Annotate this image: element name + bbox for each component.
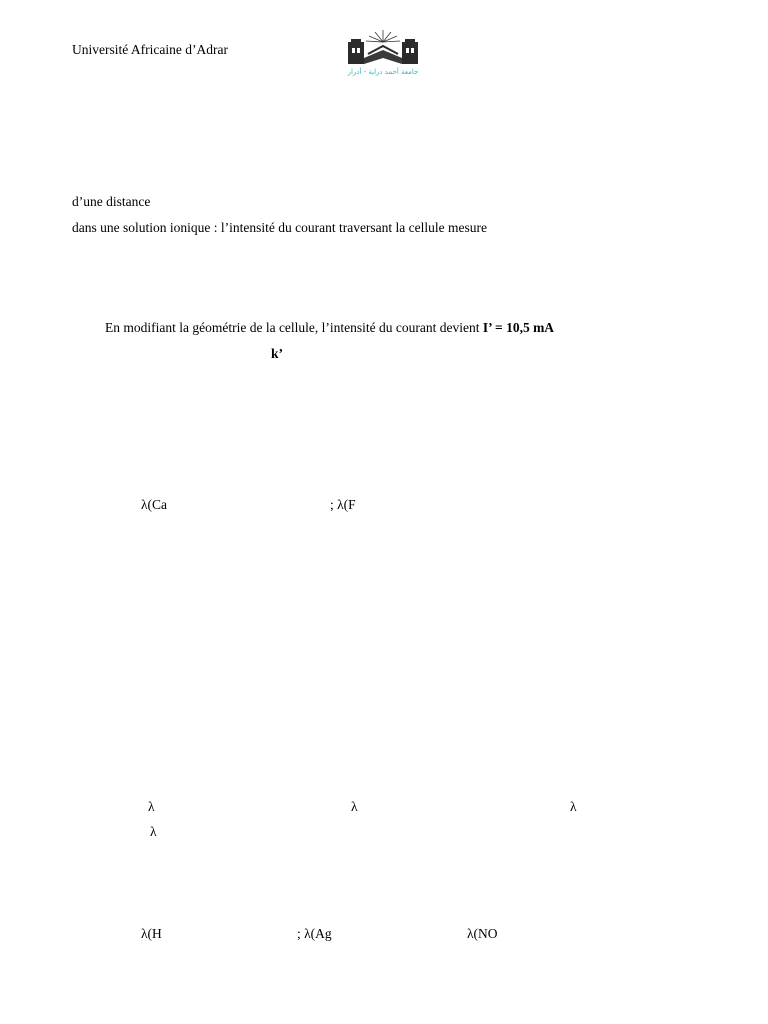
- lambda-ca: λ(Ca: [141, 497, 168, 512]
- university-header: Université Africaine d’Adrar: [72, 42, 228, 57]
- lambda-symbol-3: λ: [570, 799, 577, 814]
- lambda-symbol-2: λ: [351, 799, 358, 814]
- university-logo: [342, 28, 424, 80]
- lambda-ag: ; λ(Ag: [297, 926, 332, 941]
- text-line-distance: d’une distance: [72, 194, 151, 209]
- svg-text:جامعة أحمد دراية - أدرار: جامعة أحمد دراية - أدرار: [347, 68, 419, 76]
- lambda-f: ; λ(F: [330, 497, 356, 512]
- lambda-no: λ(NO: [467, 926, 498, 941]
- lambda-symbol-1: λ: [148, 799, 155, 814]
- k-prime-label: k’: [271, 346, 284, 361]
- text-line-solution: dans une solution ionique : l’intensité du courant traversant la cellule mesure: [72, 220, 488, 235]
- paragraph-geometry: [105, 321, 554, 335]
- lambda-symbol-4: λ: [150, 824, 157, 839]
- lambda-h: λ(H: [141, 926, 162, 941]
- current-value: I’ = 10,5 mA: [482, 320, 555, 335]
- paragraph-geometry-text: En modifiant la géométrie de la cellule, l’intensité du courant devient: [105, 320, 480, 335]
